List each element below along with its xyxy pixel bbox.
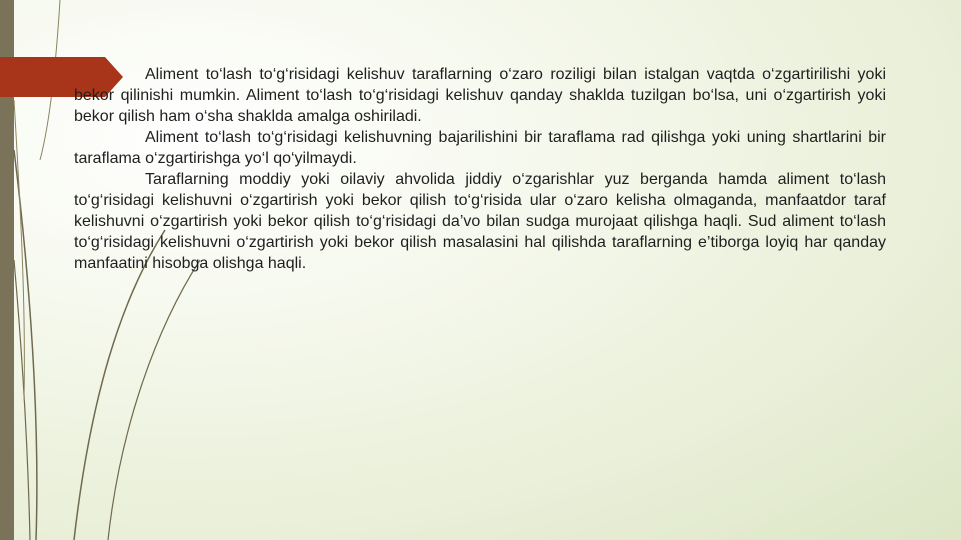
paragraph-2: Aliment to‘lash to‘g‘risidagi kelishuvning bajarilishini bir taraflama rad qilishga yoki uning shartlarini bir taraflama o‘zgartirishga yo‘l qo‘yilmaydi. — [74, 129, 886, 167]
slide-body — [74, 64, 886, 274]
paragraph-1: Aliment to‘lash to‘g‘risidagi kelishuv taraflarning o‘zaro roziligi bilan istalgan vaqtda o‘zgartirilishi yoki bekor qilinishi mumkin. Aliment to‘lash to‘g‘risidagi kelishuv qanday shaklda tuzilgan bo‘lsa, uni o‘zgartirish yoki bekor qilish ham o‘sha shaklda amalga oshiriladi. — [74, 66, 886, 125]
paragraph-3: Taraflarning moddiy yoki oilaviy ahvolida jiddiy o‘zgarishlar yuz berganda hamda aliment to‘lash to‘g‘risidagi kelishuvni o‘zgartirish yoki bekor qilish to‘g‘risida ular o‘zaro kelisha olmaganda, manfaatdor taraf kelishuvni o‘zgartirish yoki bekor qilish to‘g‘risidagi da’vo bilan sudga murojaat qilishga haqli. Sud aliment to‘lash to‘g‘risidagi kelishuvni o‘zgartirish yoki bekor qilish masalasini hal qilishda taraflarning e’tiborga loyiq har qanday manfaatini hisobga olishga haqli. — [74, 171, 886, 272]
